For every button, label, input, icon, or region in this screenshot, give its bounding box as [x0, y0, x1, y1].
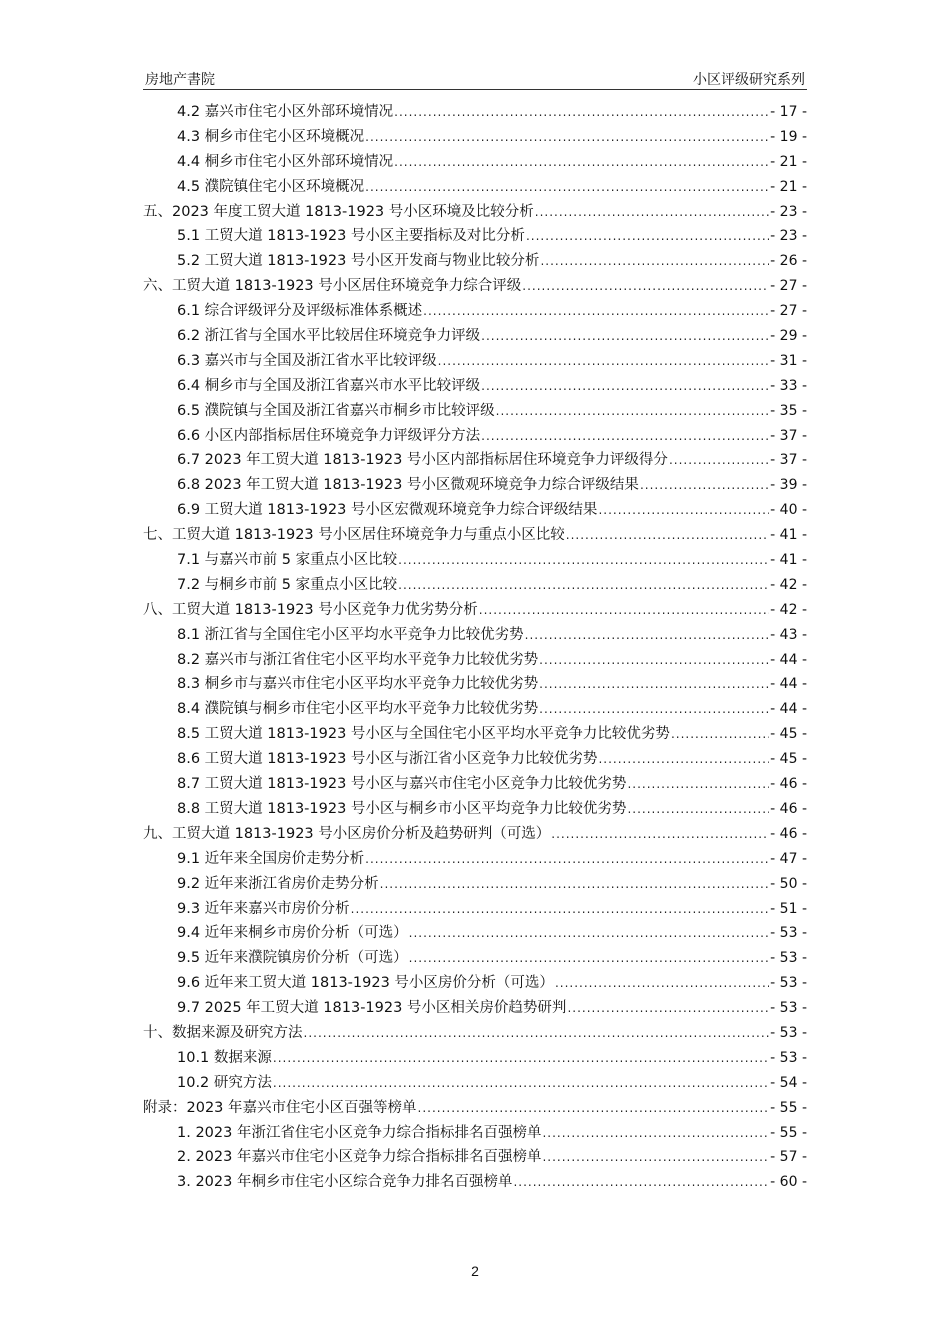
toc-dot-leader: [496, 399, 770, 424]
toc-dot-leader: [351, 897, 770, 922]
toc-entry-page: - 46 -: [770, 825, 807, 842]
toc-entry-page: - 26 -: [770, 253, 807, 270]
toc-entry-page: - 53 -: [770, 925, 807, 942]
toc-entry-title: 小区内部指标居住环境竞争力评级评分方法: [204, 427, 481, 444]
toc-dot-leader: [598, 747, 769, 772]
toc-entry-title: 工贸大道 1813-1923 号小区与浙江省小区竞争力比较优劣势: [204, 751, 598, 768]
toc-dot-leader: [423, 299, 769, 324]
toc-entry-page: - 29 -: [770, 328, 807, 345]
toc-entry-number: 6.6: [177, 427, 201, 444]
toc-entry-title: 工贸大道 1813-1923 号小区主要指标及对比分析: [204, 228, 525, 245]
toc-entry-page: - 33 -: [770, 377, 807, 394]
toc-dot-leader: [539, 697, 769, 722]
toc-entry-title: 工贸大道 1813-1923 号小区与全国住宅小区平均水平竞争力比较优劣势: [204, 726, 670, 743]
toc-entry[interactable]: [143, 175, 807, 200]
toc-entry[interactable]: [143, 971, 807, 996]
toc-entry-number: 2.: [177, 1149, 191, 1166]
toc-entry-number: 4.5: [177, 178, 201, 195]
toc-entry-page: - 27 -: [770, 278, 807, 295]
toc-entry-number: 4.2: [177, 104, 201, 120]
toc-entry-page: - 37 -: [770, 427, 807, 444]
toc-dot-leader: [481, 374, 769, 399]
toc-entry[interactable]: [143, 623, 807, 648]
toc-entry-page: - 19 -: [770, 128, 807, 145]
toc-entry[interactable]: [143, 224, 807, 249]
toc-entry[interactable]: [143, 697, 807, 722]
toc-dot-leader: [535, 200, 769, 225]
toc-entry-title: 浙江省与全国水平比较居住环境竞争力评级: [204, 328, 481, 345]
toc-dot-leader: [409, 946, 770, 971]
toc-entry-page: - 42 -: [770, 601, 807, 618]
toc-entry-number: 5.1: [177, 228, 201, 245]
toc-entry-title: 桐乡市住宅小区环境概况: [204, 128, 365, 145]
toc-dot-leader: [365, 175, 769, 200]
toc-entry-number: 6.7: [177, 452, 201, 469]
toc-entry-title: 工贸大道 1813-1923 号小区开发商与物业比较分析: [204, 253, 540, 270]
toc-entry-number: 8.3: [177, 676, 201, 693]
toc-dot-leader: [539, 672, 769, 697]
toc-entry-page: - 42 -: [770, 576, 807, 593]
toc-entry[interactable]: [143, 996, 807, 1021]
toc-entry-number: 五、: [143, 203, 172, 220]
toc-entry-number: 七、: [143, 527, 172, 544]
toc-entry-title: 2023 年嘉兴市住宅小区百强等榜单: [186, 1099, 417, 1116]
toc-entry-page: - 51 -: [770, 900, 807, 917]
toc-entry-number: 6.3: [177, 352, 201, 369]
toc-dot-leader: [481, 324, 769, 349]
toc-entry-page: - 41 -: [770, 552, 807, 569]
toc-entry[interactable]: [143, 872, 807, 897]
toc-entry-page: - 53 -: [770, 975, 807, 992]
page-number: 2: [471, 1263, 479, 1279]
toc-entry-page: - 27 -: [770, 303, 807, 320]
toc-dot-leader: [394, 150, 769, 175]
toc-dot-leader: [525, 623, 770, 648]
toc-entry-title: 近年来全国房价走势分析: [204, 850, 365, 867]
toc-entry-number: 8.4: [177, 701, 201, 718]
toc-entry-title: 桐乡市与嘉兴市住宅小区平均水平竞争力比较优劣势: [204, 676, 539, 693]
toc-entry-title: 2023 年工贸大道 1813-1923 号小区内部指标居住环境竞争力评级得分: [204, 452, 668, 469]
toc-entry-number: 八、: [143, 601, 172, 618]
toc-entry-number: 6.8: [177, 477, 201, 494]
toc-entry-number: 6.9: [177, 502, 201, 519]
toc-entry[interactable]: [143, 946, 807, 971]
toc-entry-page: - 41 -: [770, 527, 807, 544]
toc-entry-number: 十、: [143, 1024, 172, 1041]
toc-entry-page: - 46 -: [770, 776, 807, 793]
toc-dot-leader: [542, 1121, 769, 1146]
toc-entry[interactable]: [143, 399, 807, 424]
toc-entry-number: 8.1: [177, 626, 201, 643]
toc-entry-number: 7.1: [177, 552, 201, 569]
toc-entry-title: 工贸大道 1813-1923 号小区宏微观环境竞争力综合评级结果: [204, 502, 598, 519]
toc-entry-title: 近年来嘉兴市房价分析: [204, 900, 350, 917]
toc-dot-leader: [380, 872, 770, 897]
toc-entry-number: 6.4: [177, 377, 201, 394]
toc-entry-page: - 53 -: [770, 1000, 807, 1017]
toc-entry-title: 桐乡市与全国及浙江省嘉兴市水平比较评级: [204, 377, 481, 394]
toc-dot-leader: [481, 424, 769, 449]
toc-entry-number: 8.8: [177, 800, 201, 817]
toc-entry-title: 2023 年度工贸大道 1813-1923 号小区环境及比较分析: [172, 203, 534, 220]
toc-entry-number: 9.6: [177, 975, 201, 992]
toc-dot-leader: [640, 473, 769, 498]
toc-dot-leader: [409, 921, 770, 946]
toc-dot-leader: [567, 996, 769, 1021]
toc-dot-leader: [526, 224, 769, 249]
toc-entry-title: 2023 年工贸大道 1813-1923 号小区微观环境竞争力综合评级结果: [204, 477, 639, 494]
toc-entry-page: - 40 -: [770, 502, 807, 519]
toc-entry-page: - 53 -: [770, 1024, 807, 1041]
toc-entry-page: - 39 -: [770, 477, 807, 494]
toc-entry-title: 2023 年浙江省住宅小区竞争力综合指标排名百强榜单: [195, 1124, 542, 1141]
toc-entry[interactable]: [143, 648, 807, 673]
toc-entry-page: - 45 -: [770, 751, 807, 768]
toc-entry-number: 4.3: [177, 128, 201, 145]
toc-entry-number: 4.4: [177, 153, 201, 170]
toc-entry[interactable]: [143, 424, 807, 449]
toc-dot-leader: [398, 548, 769, 573]
toc-entry-page: - 55 -: [770, 1124, 807, 1141]
toc-entry-title: 嘉兴市住宅小区外部环境情况: [204, 104, 394, 120]
toc-entry-title: 2023 年嘉兴市住宅小区竞争力综合指标排名百强榜单: [195, 1149, 542, 1166]
toc-entry-title: 桐乡市住宅小区外部环境情况: [204, 153, 394, 170]
toc-entry[interactable]: [143, 100, 807, 125]
toc-entry-page: - 21 -: [770, 178, 807, 195]
toc-dot-leader: [365, 847, 769, 872]
toc-entry[interactable]: [143, 150, 807, 175]
toc-entry[interactable]: [143, 1046, 807, 1071]
toc-entry-page: - 23 -: [770, 228, 807, 245]
toc-entry-title: 濮院镇住宅小区环境概况: [204, 178, 365, 195]
toc-entry-title: 研究方法: [213, 1074, 272, 1091]
toc-entry[interactable]: [143, 1121, 807, 1146]
toc-entry-page: - 44 -: [770, 676, 807, 693]
header-publisher: 房地产書院: [145, 71, 215, 87]
toc-entry[interactable]: [143, 747, 807, 772]
toc-entry[interactable]: [143, 573, 807, 598]
toc-entry-title: 工贸大道 1813-1923 号小区房价分析及趋势研判（可选）: [172, 825, 551, 842]
toc-dot-leader: [627, 797, 769, 822]
toc-entry[interactable]: [143, 374, 807, 399]
toc-entry[interactable]: [143, 349, 807, 374]
toc-entry-title: 2025 年工贸大道 1813-1923 号小区相关房价趋势研判: [204, 1000, 567, 1017]
toc-entry-page: - 46 -: [770, 800, 807, 817]
toc-entry-page: - 45 -: [770, 726, 807, 743]
toc-dot-leader: [539, 648, 769, 673]
toc-entry-title: 工贸大道 1813-1923 号小区居住环境竞争力与重点小区比较: [172, 527, 565, 544]
toc-entry[interactable]: [143, 1170, 807, 1195]
toc-entry[interactable]: [143, 822, 807, 847]
toc-entry-number: 九、: [143, 825, 172, 842]
toc-entry-number: 9.4: [177, 925, 201, 942]
toc-entry-number: 10.2: [177, 1074, 210, 1091]
toc-entry-title: 工贸大道 1813-1923 号小区与嘉兴市住宅小区竞争力比较优劣势: [204, 776, 627, 793]
toc-entry-page: - 44 -: [770, 651, 807, 668]
page-header: [143, 67, 807, 90]
toc-dot-leader: [551, 822, 769, 847]
toc-entry-title: 数据来源: [213, 1049, 272, 1066]
toc-dot-leader: [669, 448, 769, 473]
toc-entry[interactable]: [143, 1021, 807, 1046]
toc-entry-page: - 17 -: [770, 104, 807, 120]
toc-entry-page: - 50 -: [770, 875, 807, 892]
toc-entry[interactable]: [143, 498, 807, 523]
toc-entry-title: 与桐乡市前 5 家重点小区比较: [204, 576, 398, 593]
toc-entry[interactable]: [143, 897, 807, 922]
toc-dot-leader: [598, 498, 769, 523]
toc-entry[interactable]: [143, 448, 807, 473]
toc-dot-leader: [555, 971, 769, 996]
toc-dot-leader: [365, 125, 769, 150]
header-series-title: 小区评级研究系列: [693, 71, 805, 87]
toc-entry-title: 近年来浙江省房价走势分析: [204, 875, 379, 892]
toc-entry[interactable]: [143, 249, 807, 274]
toc-entry[interactable]: [143, 274, 807, 299]
toc-entry-page: - 60 -: [770, 1174, 807, 1191]
toc-entry-page: - 21 -: [770, 153, 807, 170]
toc-entry-number: 6.5: [177, 402, 201, 419]
toc-entry[interactable]: [143, 324, 807, 349]
toc-dot-leader: [304, 1021, 770, 1046]
toc-dot-leader: [394, 100, 769, 125]
toc-entry-number: 8.5: [177, 726, 201, 743]
toc-entry-page: - 44 -: [770, 701, 807, 718]
toc-entry-title: 嘉兴市与全国及浙江省水平比较评级: [204, 352, 437, 369]
toc-dot-leader: [273, 1071, 769, 1096]
toc-entry-number: 9.5: [177, 950, 201, 967]
toc-entry-number: 1.: [177, 1124, 191, 1141]
toc-entry-number: 9.3: [177, 900, 201, 917]
toc-entry-page: - 43 -: [770, 626, 807, 643]
toc-dot-leader: [438, 349, 770, 374]
toc-entry-number: 8.7: [177, 776, 201, 793]
toc-entry[interactable]: [143, 473, 807, 498]
toc-entry-page: - 55 -: [770, 1099, 807, 1116]
toc-entry-title: 工贸大道 1813-1923 号小区居住环境竞争力综合评级: [172, 278, 522, 295]
toc-entry-title: 浙江省与全国住宅小区平均水平竞争力比较优劣势: [204, 626, 524, 643]
toc-entry-number: 9.2: [177, 875, 201, 892]
toc-entry[interactable]: [143, 797, 807, 822]
toc-entry-number: 9.1: [177, 850, 201, 867]
toc-dot-leader: [479, 598, 769, 623]
toc-entry-page: - 53 -: [770, 950, 807, 967]
toc-dot-leader: [540, 249, 769, 274]
toc-entry-number: 六、: [143, 278, 172, 295]
toc-entry-title: 濮院镇与桐乡市住宅小区平均水平竞争力比较优劣势: [204, 701, 539, 718]
toc-dot-leader: [273, 1046, 769, 1071]
toc-entry[interactable]: [143, 672, 807, 697]
toc-entry-number: 10.1: [177, 1049, 210, 1066]
toc-entry-title: 综合评级评分及评级标准体系概述: [204, 303, 423, 320]
toc-entry-number: 附录：: [143, 1099, 187, 1116]
toc-entry[interactable]: [143, 772, 807, 797]
toc-entry[interactable]: [143, 1145, 807, 1170]
toc-entry-title: 近年来濮院镇房价分析（可选）: [204, 950, 408, 967]
toc-entry-number: 8.6: [177, 751, 201, 768]
toc-entry-title: 工贸大道 1813-1923 号小区与桐乡市小区平均竞争力比较优劣势: [204, 800, 627, 817]
toc-entry-page: - 47 -: [770, 850, 807, 867]
toc-entry-number: 8.2: [177, 651, 201, 668]
toc-entry-page: - 53 -: [770, 1049, 807, 1066]
toc-entry[interactable]: [143, 921, 807, 946]
toc-entry[interactable]: [143, 125, 807, 150]
toc-entry[interactable]: [143, 200, 807, 225]
table-of-contents: [143, 100, 807, 1195]
toc-entry-number: 7.2: [177, 576, 201, 593]
toc-dot-leader: [418, 1096, 770, 1121]
toc-entry-title: 工贸大道 1813-1923 号小区竞争力优劣势分析: [172, 601, 478, 618]
toc-entry-number: 5.2: [177, 253, 201, 270]
toc-entry-title: 近年来桐乡市房价分析（可选）: [204, 925, 408, 942]
toc-entry-page: - 31 -: [770, 352, 807, 369]
toc-entry-number: 3.: [177, 1174, 191, 1191]
toc-dot-leader: [513, 1170, 769, 1195]
toc-dot-leader: [671, 722, 769, 747]
toc-dot-leader: [542, 1145, 769, 1170]
toc-entry[interactable]: [143, 847, 807, 872]
toc-entry-page: - 57 -: [770, 1149, 807, 1166]
toc-entry-page: - 37 -: [770, 452, 807, 469]
toc-entry-title: 近年来工贸大道 1813-1923 号小区房价分析（可选）: [204, 975, 554, 992]
toc-dot-leader: [522, 274, 769, 299]
toc-dot-leader: [627, 772, 769, 797]
toc-entry-number: 6.1: [177, 303, 201, 320]
toc-entry[interactable]: [143, 722, 807, 747]
toc-entry-number: 6.2: [177, 328, 201, 345]
toc-entry-title: 濮院镇与全国及浙江省嘉兴市桐乡市比较评级: [204, 402, 495, 419]
toc-entry-page: - 35 -: [770, 402, 807, 419]
toc-entry-title: 嘉兴市与浙江省住宅小区平均水平竞争力比较优劣势: [204, 651, 539, 668]
toc-entry[interactable]: [143, 1071, 807, 1096]
toc-dot-leader: [398, 573, 769, 598]
toc-entry-page: - 23 -: [770, 203, 807, 220]
toc-entry[interactable]: [143, 548, 807, 573]
toc-entry[interactable]: [143, 299, 807, 324]
toc-entry-number: 9.7: [177, 1000, 201, 1017]
toc-entry-title: 2023 年桐乡市住宅小区综合竞争力排名百强榜单: [195, 1174, 513, 1191]
toc-entry[interactable]: [143, 1096, 807, 1121]
toc-entry-page: - 54 -: [770, 1074, 807, 1091]
toc-dot-leader: [566, 523, 769, 548]
toc-entry[interactable]: [143, 598, 807, 623]
toc-entry[interactable]: [143, 523, 807, 548]
toc-entry-title: 数据来源及研究方法: [172, 1024, 303, 1041]
toc-entry-title: 与嘉兴市前 5 家重点小区比较: [204, 552, 398, 569]
